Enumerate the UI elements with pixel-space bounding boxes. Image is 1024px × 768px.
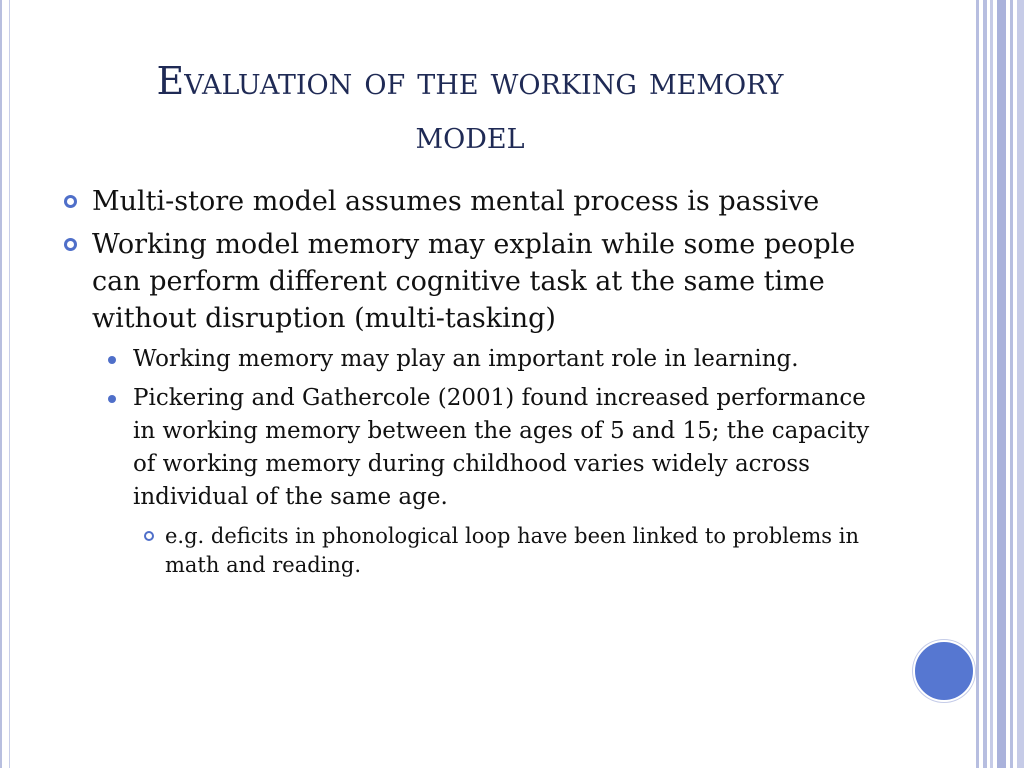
ring-bullet-icon [64,195,77,208]
bullet-text: Multi-store model assumes mental process is passive [92,186,820,217]
bullet-text: Working model memory may explain while some people can perform different cognitive task at the same time without disruption (multi-tasking) [92,229,856,334]
sub-bullet-item [56,382,886,514]
dot-bullet-icon [108,395,116,403]
slide-content [56,183,886,580]
sub-bullet-item [56,343,886,376]
sub-bullet-text: Working memory may play an important role in learning. [133,346,799,372]
right-frame-stripe [976,0,979,768]
sub-sub-bullet-text: e.g. deficits in phonological loop have been linked to problems in math and reading. [165,524,859,577]
right-frame-stripe [1017,0,1024,768]
sub-sub-bullet-item [56,522,886,580]
left-frame-border [0,0,10,768]
bullet-item [56,226,886,337]
dot-bullet-icon [108,356,116,364]
right-frame-stripe [983,0,987,768]
ring-bullet-icon [64,238,77,251]
slide-title-line1: Evaluation of the working memory [156,59,784,103]
slide-title [60,54,880,162]
right-frame-stripe [990,0,993,768]
slide-title-line2: model [415,113,525,157]
decorative-circle [913,640,975,702]
right-frame-stripe [1010,0,1013,768]
right-frame-stripe [997,0,1006,768]
bullet-item [56,183,886,220]
hollow-circle-bullet-icon [144,531,154,541]
sub-bullet-text: Pickering and Gathercole (2001) found increased performance in working memory between the ages of 5 and 15; the capacity of working memory during childhood varies widely across individual of the same age. [133,385,870,510]
